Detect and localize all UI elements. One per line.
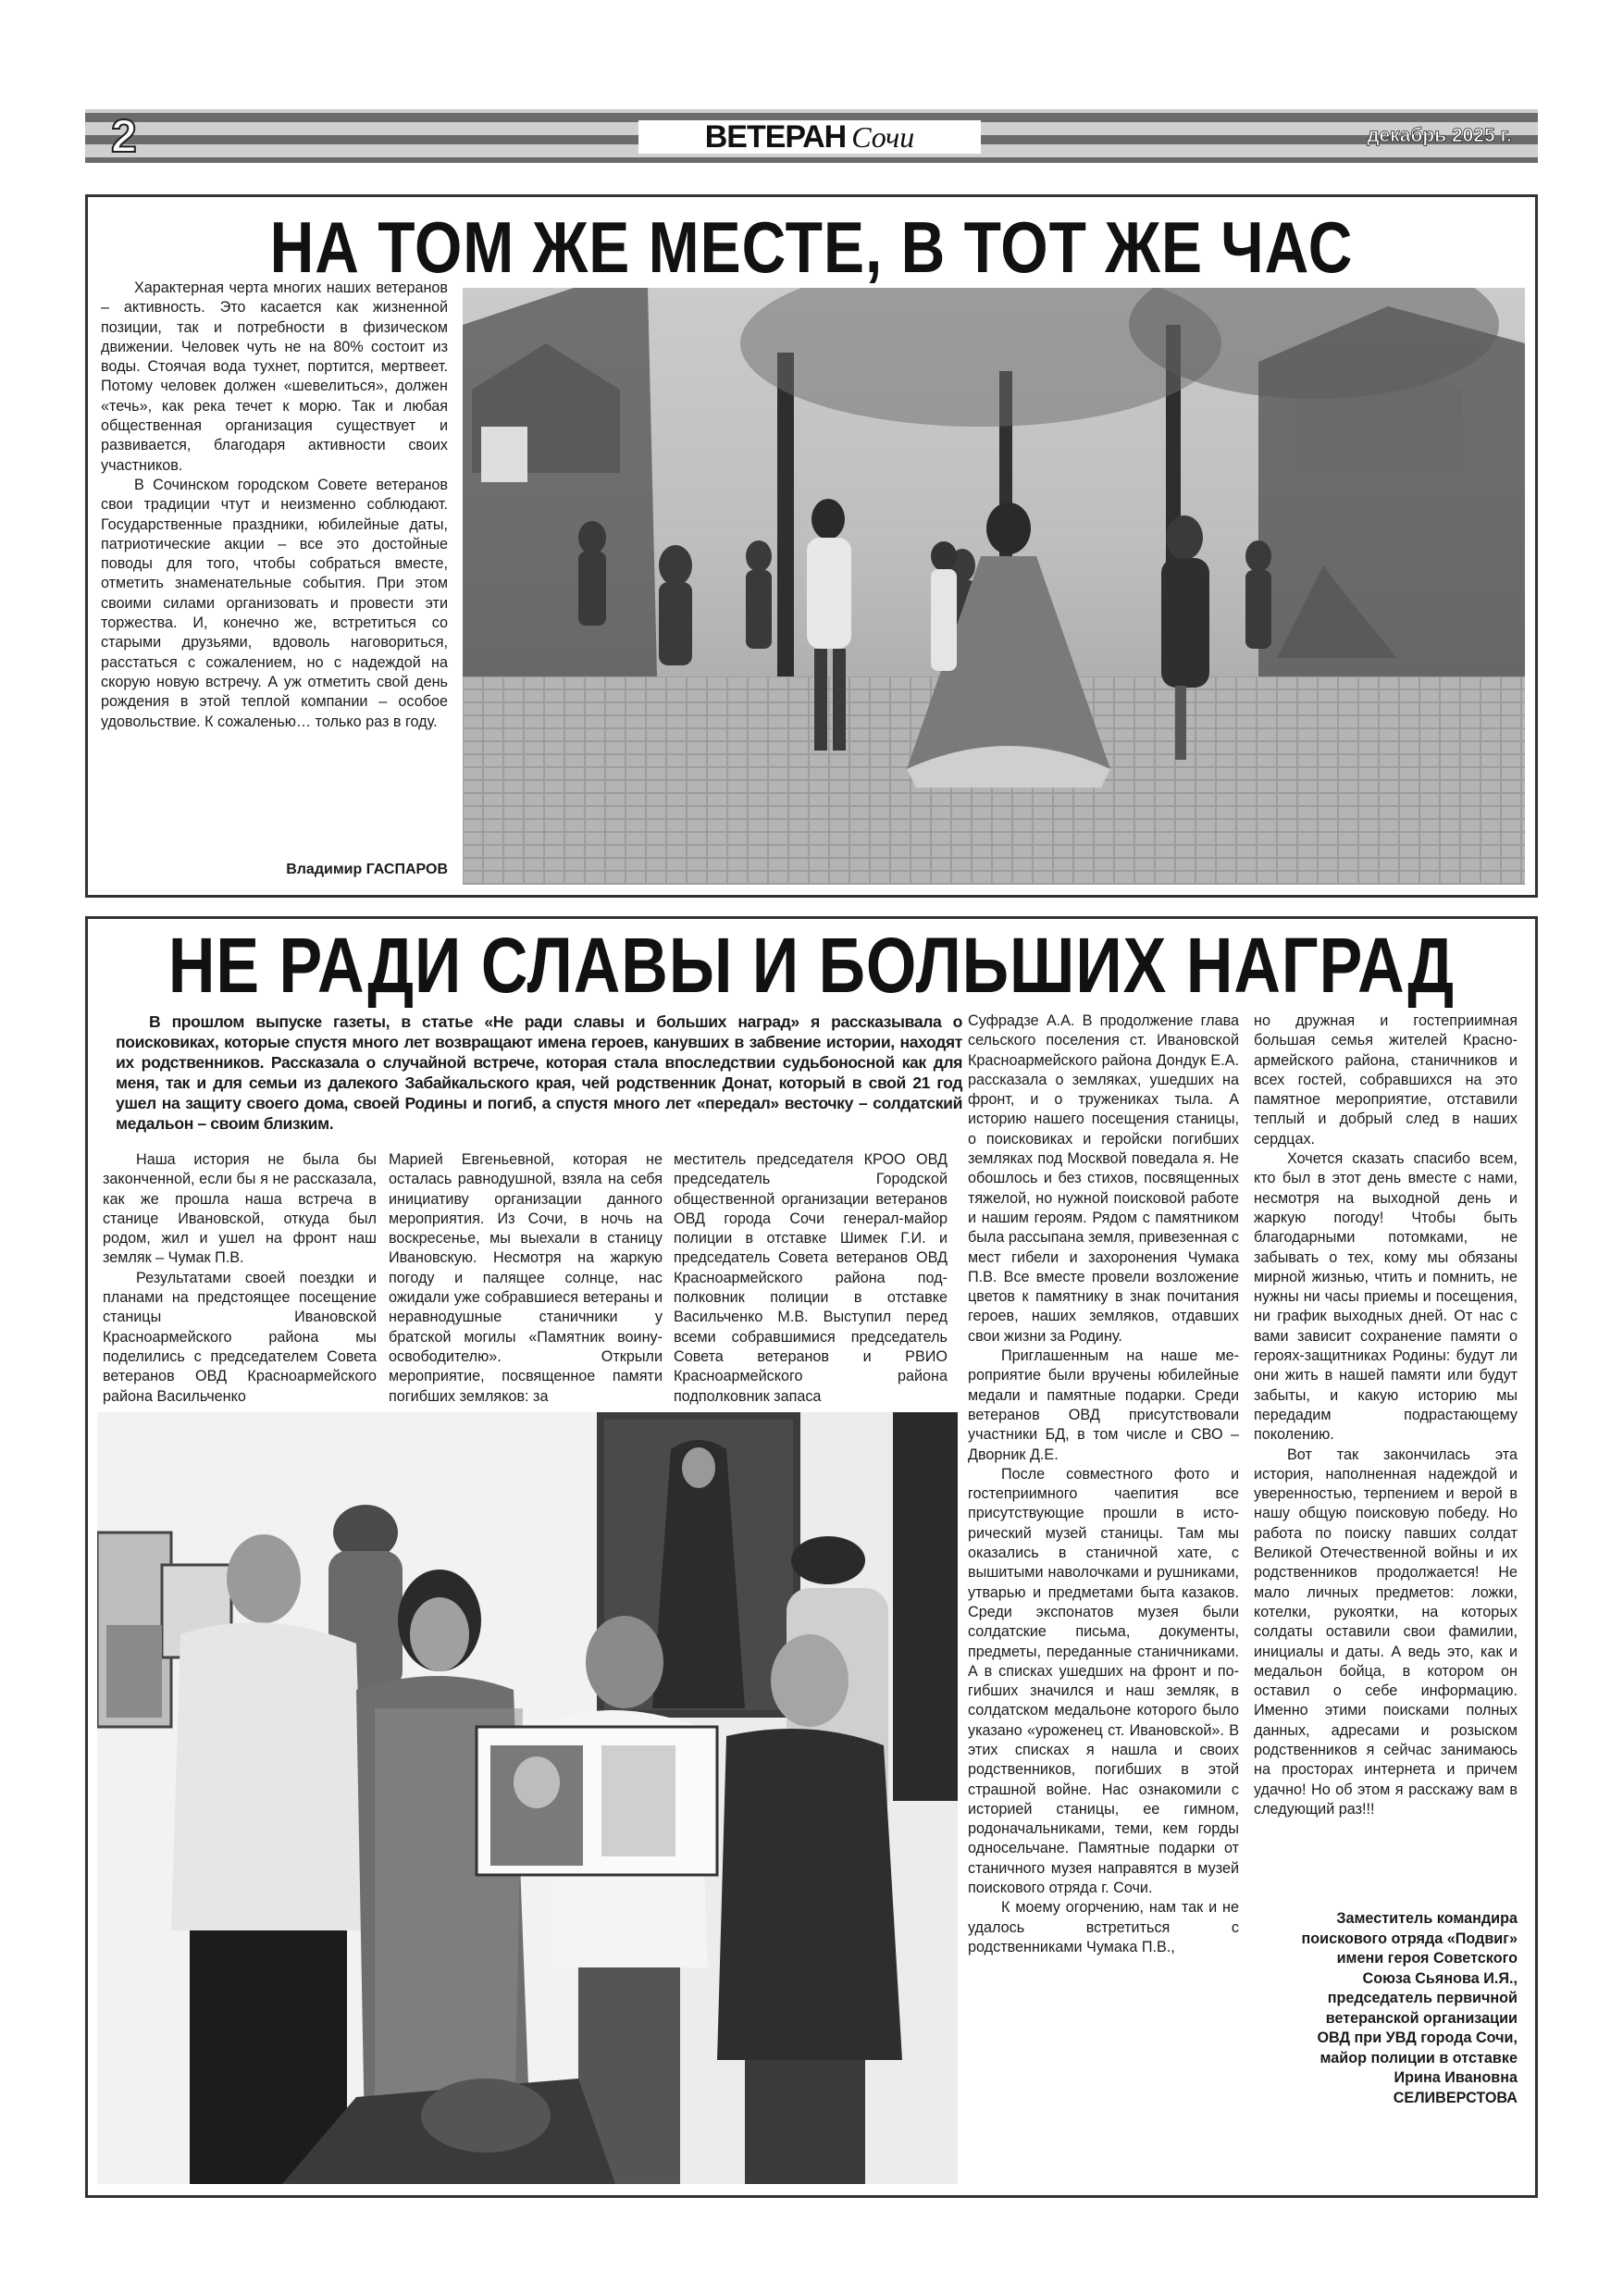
page-number: 2: [111, 110, 137, 162]
newspaper-title: ВЕТЕРАН: [704, 119, 847, 155]
signature-line: Ирина Ивановна: [1394, 2069, 1518, 2086]
paragraph: меститель председателя КРОО ОВД председатель Городской общественной организации ветеранов ОВД города Сочи генерал-майор полиции в отставке Шимек Г.И. и председатель Совета ветеранов ОВД Красноармейского района подполковник полиции в отставке Васильченко М.В. Выступил перед всеми собравшимися председатель Совета ветеранов и РВИО Красноармейского района подполковник запаса: [674, 1151, 948, 1405]
article-2-column-3: [674, 1150, 948, 1407]
signature-line: майор полиции в отставке: [1319, 2049, 1518, 2066]
paragraph: После совместного фото и гостеприимного чаепития все присутствующие прошли в исторический музей станицы. Там мы оказались в станичной хате, с вышитыми наволочками и рушниками, утварью и предметами быта казаков. Среди экспонатов музея были солдатские письма, документы, предметы, переданные станичниками. А в списках ушедших на фронт и погибших значился и наш земляк, в солдатском медальоне которого было указано «уроженец ст. Ивановской». В этих списках я нашла и своих родственников, погибших в этой страшной войне. Нас ознакомили с историей станицы, ее гимном, родоначальниками, теми, кем горды односельчане. Памятные подарки от станичного музея направятся в музей поискового отряда г. Сочи.: [968, 1465, 1239, 1897]
article-2-signature: [1254, 1909, 1518, 2108]
paragraph: Приглашенным на наше мероприятие были вручены юбилейные медали и памятные подарки. Среди ветеранов ОВД присутствовали участники БД, в том числе и СВО – Дворник Д.Е.: [968, 1347, 1239, 1463]
article-2-frame: [85, 916, 1538, 2198]
article-2-column-4: [968, 1011, 1239, 1957]
paragraph: Характерная черта многих наших ветеранов – активность. Это касается как жизненной позиции, так и потребности в физическом движении. Человек чуть не на 80% состоит из воды. Стоячая вода тухнет, портится, мертвеет. Потому человек должен «шевелиться», должен «течь», как река течет к морю. Так и любая общественная организация существует и развивается, благодаря активности своих участников.: [101, 279, 448, 474]
paragraph: Суфрадзе А.А. В продолжение глава сельского поселения ст. Ивановской Красноармейского района Дондук Е.А. рассказала о земляках, ушедших на фронт, и о тружениках тыла. А историю нашего посещения станицы, о поисковиках и геройски погибших земляках под Москвой поведала я. Не обошлось и без стихов, посвященных тяжелой, но нужной поисковой работе и нашим героям. Рядом с памятником была рассыпана земля, привезенная с мест гибели и захоронения Чумака П.В. Все вместе провели возложение цветов к памятнику в знак почитания героев, наших земляков, отдавших свои жизни за Родину.: [968, 1012, 1239, 1345]
dancing-veterans-photo: [463, 288, 1525, 885]
signature-line: Союза Сьянова И.Я.,: [1362, 1969, 1518, 1987]
signature-line: имени героя Советского: [1336, 1950, 1518, 1967]
masthead-title-box: [638, 120, 981, 154]
article-2-lead: [116, 1011, 962, 1134]
article-2-column-2: [389, 1150, 663, 1407]
paragraph: Марией Евгеньевной, которая не осталась равнодушной, взяла на себя инициативу организации данного мероприятия. Из Сочи, в ночь на воскресенье, мы выехали в станицу Ивановскую. Несмотря на жаркую погоду и палящее солнце, нас ожидали уже собравшиеся ветераны и неравнодушные станичники у братской могилы «Памятник воину-освободителю». Открыли мероприятие, посвященное памяти погибших земляков: за: [389, 1151, 663, 1405]
signature-line: Заместитель командира: [1336, 1910, 1518, 1927]
article-2-column-1: [103, 1150, 377, 1407]
article-1-headline: НА ТОМ ЖЕ МЕСТЕ, В ТОТ ЖЕ ЧАС: [269, 206, 1354, 288]
article-1-body: [101, 279, 448, 732]
article-1-author: Владимир ГАСПАРОВ: [286, 862, 448, 877]
signature-line: СЕЛИВЕРСТОВА: [1393, 2089, 1518, 2106]
article-1-frame: [85, 194, 1538, 898]
lead-paragraph: В прошлом выпуске газеты, в статье «Не ради славы и больших наград» я рассказывала о поисковиках, которые спустя много лет возвращают имена героев, канувших в забвение истории, находят их родственников. Рассказала о случайной встрече, которая стала впоследствии судьбоносной как для меня, так и для семьи из далекого Забайкальского края, чей родственник Донат, который в свой 21 год ушел на защиту своего дома, своей Родины и погиб, а спустя много лет «передал» весточку – солдатский медальон – своим близким.: [116, 1012, 962, 1133]
paragraph: Наша история не была бы законченной, если бы я не рассказала, как же прошла наша встреча в станице Ивановской, откуда был родом, жил и ушел на фронт наш земляк – Чумак П.В.: [103, 1151, 377, 1267]
paragraph: но дружная и гостеприимная большая семья жителей Красноармейского района, станичников и всех гостей, собравшихся на это памятное мероприятие, отставили теплый и добрый след в наших сердцах.: [1254, 1012, 1518, 1148]
paragraph: К моему огорчению, нам так и не удалось встретиться с родственниками Чумака П.В.,: [968, 1899, 1239, 1955]
paragraph: В Сочинском городском Совете ветеранов свои традиции чтут и неизменно соблюдают. Государственные праздники, юбилейные даты, патриотические акции – все это достойные поводы для того, чтобы собраться вместе, отметить знаменательные события. При этом своими силами организовать и провести эти торжества. И, конечно же, встретиться со старыми друзьями, вдоволь наговориться, расстаться с сожалением, но с надеждой на скорую новую встречу. А уж отметить свой день рождения в этой теплой компании – особое удовольствие. К сожаленью… только раз в году.: [101, 476, 448, 730]
signature-line: председатель первичной: [1327, 1990, 1518, 2006]
paragraph: Результатами своей поездки и планами на предстоящее посещение станицы Ивановской Красноармейского района мы поделились с председателем Совета ветеранов ОВД Красноармейского района Васильченко: [103, 1269, 377, 1405]
issue-date: декабрь 2025 г.: [1367, 125, 1512, 146]
article-2-headline: НЕ РАДИ СЛАВЫ И БОЛЬШИХ НАГРАД: [167, 922, 1456, 1009]
signature-line: поискового отряда «Подвиг»: [1301, 1930, 1518, 1947]
paragraph: Вот так закончилась эта история, наполненная надеждой и уверенностью, терпением и верой в нашу общую поисковую победу. Но работа по поиску павших солдат Великой Отечественной войны и их родственников продолжается! Не мало личных предметов: ложки, котелки, рукоятки, на которых солдаты оставили свои фамилии, инициалы и даты. А ведь это, как и медальон бойца, в котором он оставил о себе информацию. Именно этими поисками полных данных, адресами и розыском родственников я сейчас занимаюсь на просторах интернета и причем удачно! Но об этом я расскажу вам в следующий раз!!!: [1254, 1446, 1518, 1818]
newspaper-city: Сочи: [851, 120, 915, 154]
signature-line: ОВД при УВД города Сочи,: [1317, 2029, 1518, 2046]
paragraph: Хочется сказать спасибо всем, кто был в этот день вместе с нами, несмотря на выходной день и жаркую погоду! Чтобы быть благодарными потомками, не забывать о тех, кому мы обязаны мирной жизнью, чтить и помнить, не нужны ни часы приемы и посещения, ни график выходных дней. От нас с вами зависит сохранение памяти о героях-защитниках Родины: будут ли они жить в нашей памяти или будут забыты, и какую историю мы передадим подрастающему поколению.: [1254, 1150, 1518, 1444]
article-2-column-5: [1254, 1011, 1518, 1819]
museum-group-photo: [97, 1412, 958, 2184]
signature-line: ветеранской организации: [1325, 2009, 1518, 2027]
